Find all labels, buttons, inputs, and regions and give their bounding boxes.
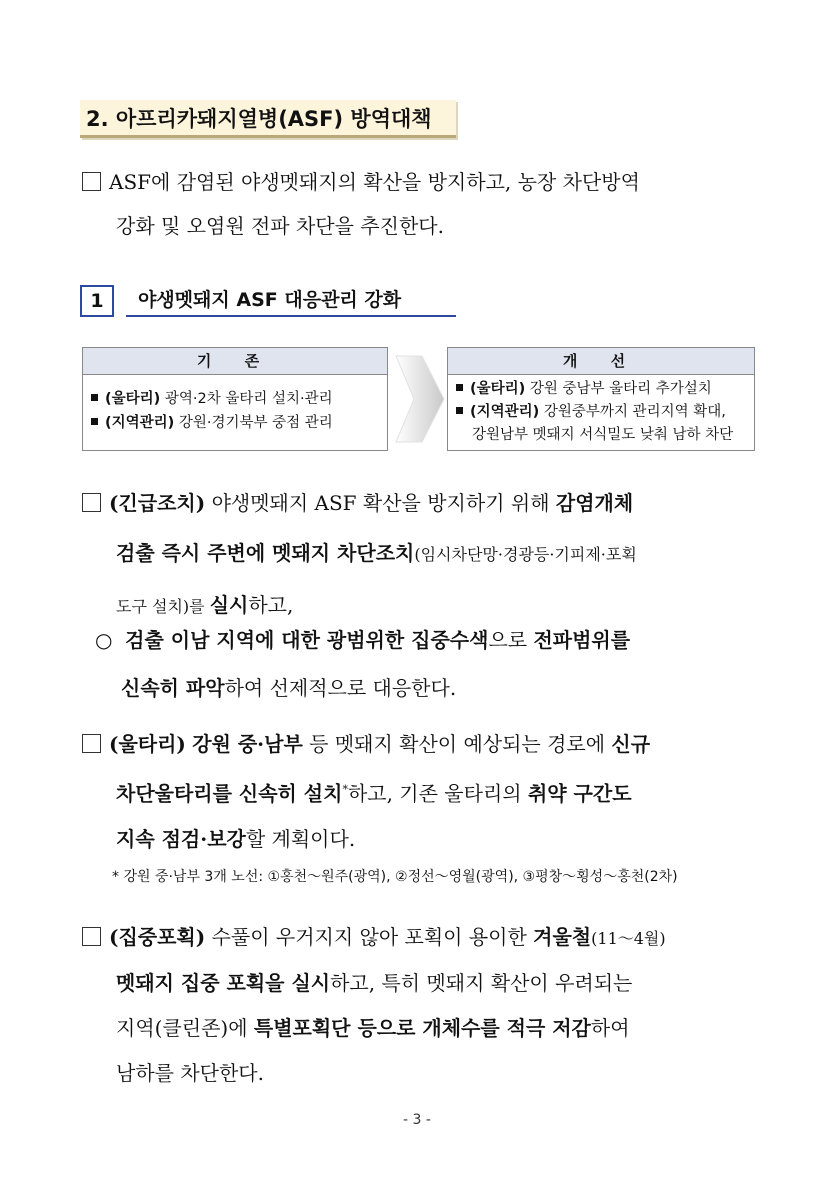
hunting-emphasis: 특별포획단 등으로 개체수를 적극 저감 (253, 1016, 591, 1040)
checkbox-icon (82, 493, 101, 512)
checkbox-icon (82, 172, 101, 191)
emergency-label: (긴급조치) (109, 491, 206, 515)
hunting-emphasis: 멧돼지 집중 포획을 실시 (116, 971, 331, 995)
item-text: 강원·경기북부 중점 관리 (178, 415, 333, 431)
square-bullet-icon (456, 407, 463, 414)
search-emphasis: 신속히 파악 (121, 676, 225, 700)
search-text: 하여 선제적으로 대응한다. (224, 676, 457, 700)
emergency-note: 도구 설치)를 (116, 597, 210, 616)
item-text: 강원중부까지 관리지역 확대, (543, 404, 726, 420)
search-emphasis: 전파범위를 (533, 628, 631, 652)
search-emphasis: 검출 이남 지역에 대한 광범위한 집중수색 (125, 628, 489, 652)
intro-line-2: 강화 및 오염원 전파 차단을 추진한다. (116, 214, 444, 238)
hunting-paragraph (82, 915, 758, 1096)
comparison-before-box (82, 347, 388, 451)
comparison-before-header: 기 존 (83, 348, 387, 375)
emergency-emphasis: 실시 (209, 593, 249, 617)
section-title: 2. 아프리카돼지열병(ASF) 방역대책 (80, 100, 456, 138)
fence-emphasis: 신규 (611, 732, 651, 756)
search-subitem (95, 616, 760, 712)
item-label: (울타리) (470, 381, 526, 397)
item-label: (지역관리) (105, 415, 175, 431)
emergency-emphasis: 검출 즉시 주변에 멧돼지 차단조치 (116, 541, 415, 565)
comparison-after-item (456, 401, 746, 424)
item-label: (울타리) (105, 391, 161, 407)
fence-emphasis: 지속 점검·보강 (116, 826, 246, 851)
fence-emphasis: 차단울타리를 신속히 설치 (116, 781, 343, 806)
comparison-before-item (91, 411, 379, 435)
checkbox-icon (82, 734, 101, 753)
square-bullet-icon (91, 418, 98, 425)
fence-text: 등 멧돼지 확산이 예상되는 경로에 (302, 732, 612, 756)
hunting-text: 하여 (590, 1016, 630, 1040)
fence-label: (울타리) (109, 732, 186, 756)
item-text: 강원 중남부 울타리 추가설치 (529, 381, 712, 397)
hunting-note: (11～4월) (591, 929, 666, 948)
item-label: (지역관리) (470, 404, 540, 420)
hunting-label: (집중포획) (109, 925, 206, 949)
footnote-marker: * (342, 783, 348, 796)
emergency-text: 하고, (248, 593, 294, 617)
circle-bullet-icon: ○ (95, 628, 113, 652)
subsection-title: 야생멧돼지 ASF 대응관리 강화 (126, 285, 456, 317)
hunting-text: 지역(클린존)에 (116, 1016, 254, 1040)
hunting-text: 하고, 특히 멧돼지 확산이 우려되는 (330, 971, 633, 995)
subsection-number: 1 (80, 285, 114, 317)
square-bullet-icon (91, 394, 98, 401)
hunting-text: 수풀이 우거지지 않아 포획이 용이한 (211, 925, 534, 949)
intro-line-1: ASF에 감염된 야생멧돼지의 확산을 방지하고, 농장 차단방역 (109, 170, 640, 194)
item-continuation: 강원남부 멧돼지 서식밀도 낮춰 남하 차단 (472, 427, 734, 443)
fence-text: 할 계획이다. (245, 826, 356, 851)
square-bullet-icon (456, 384, 463, 391)
item-text: 광역·2차 울타리 설치·관리 (164, 391, 333, 407)
fence-text: 하고, 기존 울타리의 (347, 781, 528, 806)
fence-footnote: * 강원 중·남부 3개 노선: ①홍천～원주(광역), ②정선～영월(광역), ③평창～횡성～홍천(2차) (112, 869, 678, 885)
emergency-emphasis: 감염개체 (555, 491, 634, 515)
emergency-paragraph (82, 478, 758, 632)
fence-emphasis: 강원 중·남부 (192, 732, 303, 756)
intro-paragraph (82, 160, 758, 248)
fence-emphasis: 취약 구간도 (527, 781, 632, 806)
fence-paragraph (82, 722, 758, 862)
checkbox-icon (82, 927, 101, 946)
search-text: 으로 (488, 628, 534, 652)
emergency-text: 야생멧돼지 ASF 확산을 방지하기 위해 (211, 491, 556, 515)
right-arrow-icon (394, 352, 446, 446)
emergency-note: (임시차단망·경광등·기피제·포획 (414, 545, 637, 564)
page-number: - 3 - (403, 1112, 431, 1128)
comparison-after-header: 개 선 (448, 348, 754, 375)
comparison-before-item (91, 387, 379, 411)
comparison-after-item (456, 378, 746, 401)
hunting-emphasis: 겨울철 (533, 925, 592, 949)
hunting-text: 남하를 차단한다. (116, 1061, 264, 1085)
comparison-after-box (447, 347, 755, 451)
